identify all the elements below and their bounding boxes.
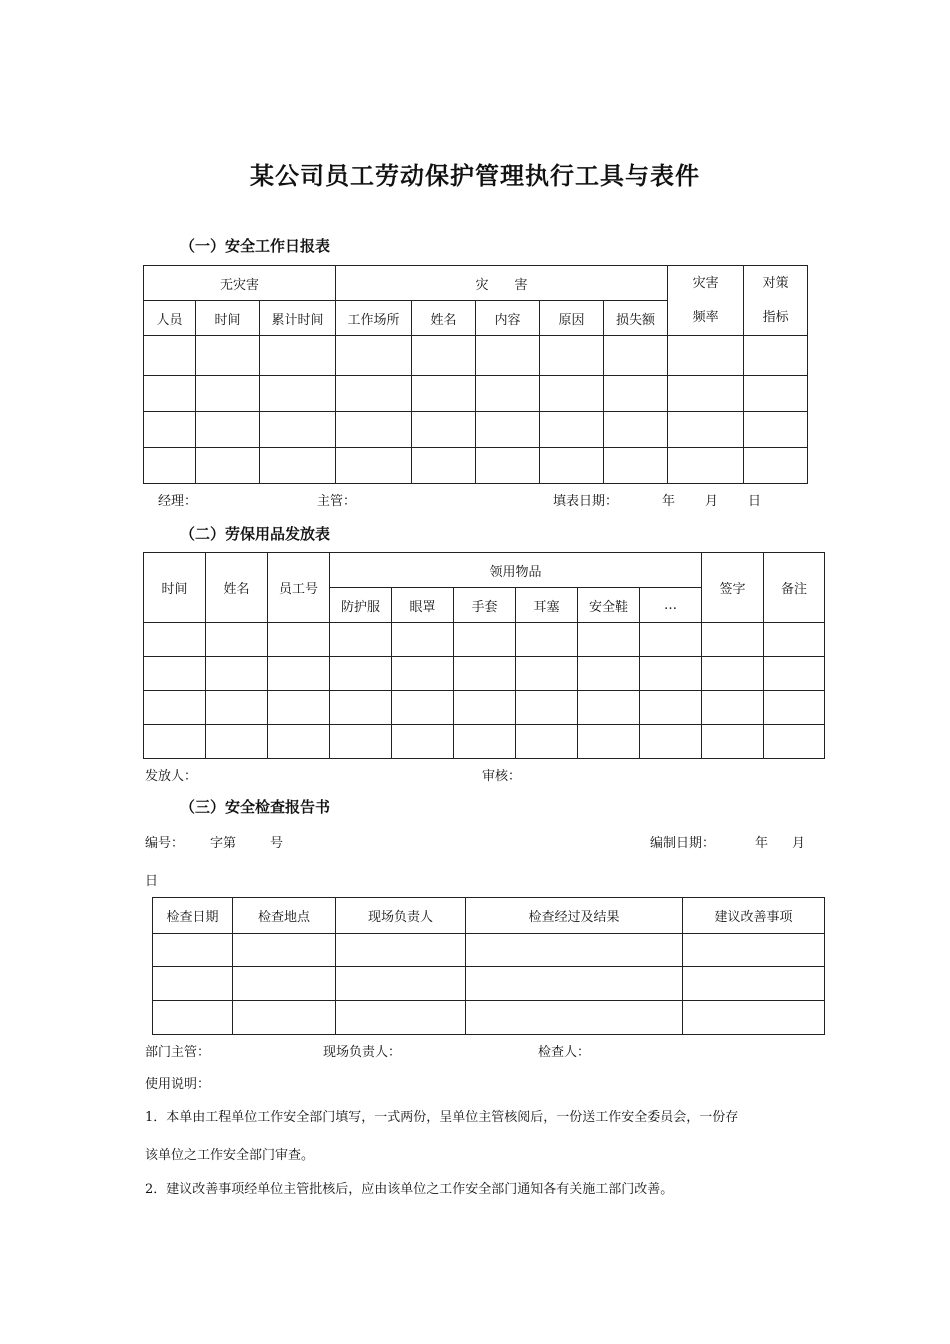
table-row bbox=[144, 725, 825, 759]
header-safety-shoes: 安全鞋 bbox=[578, 588, 640, 623]
day-label: 日 bbox=[748, 494, 762, 509]
header-signature: 签字 bbox=[702, 553, 764, 623]
header-time: 时间 bbox=[196, 301, 260, 336]
safety-inspection-table bbox=[152, 897, 825, 1035]
year-label: 年 bbox=[755, 836, 769, 851]
year-label: 年 bbox=[662, 494, 676, 509]
table-row bbox=[144, 691, 825, 725]
header-items: 领用物品 bbox=[330, 553, 702, 588]
inspector-label: 检查人： bbox=[538, 1045, 591, 1060]
header-protective-clothing: 防护服 bbox=[330, 588, 392, 623]
table-row bbox=[153, 967, 825, 1001]
header-inspection-date: 检查日期 bbox=[153, 898, 233, 934]
day-label: 日 bbox=[145, 874, 159, 889]
char-label: 字第 bbox=[210, 836, 237, 851]
table-row bbox=[144, 623, 825, 657]
month-label: 月 bbox=[792, 836, 806, 851]
header-process-result: 检查经过及结果 bbox=[466, 898, 683, 934]
header-name: 姓名 bbox=[412, 301, 476, 336]
usage-note-2: 2．建议改善事项经单位主管批核后，应由该单位之工作安全部门通知各有关施工部门改善。 bbox=[145, 1182, 674, 1197]
page-title: 某公司员工劳动保护管理执行工具与表件 bbox=[250, 161, 700, 190]
usage-note-1: 1．本单由工程单位工作安全部门填写，一式两份，呈单位主管核阅后，一份送工作安全委员会，一份存 bbox=[145, 1110, 739, 1125]
usage-notes-heading: 使用说明： bbox=[145, 1077, 211, 1092]
compile-date-label: 编制日期： bbox=[650, 836, 716, 851]
table-row bbox=[144, 336, 808, 376]
dept-head-label: 部门主管： bbox=[145, 1045, 211, 1060]
manager-label: 经理： bbox=[158, 494, 198, 509]
fill-date-label: 填表日期： bbox=[553, 494, 619, 509]
table-row bbox=[153, 1001, 825, 1035]
header-content: 内容 bbox=[476, 301, 540, 336]
header-measure-index: 对策 指标 bbox=[744, 266, 808, 336]
ppe-issue-table bbox=[143, 552, 825, 759]
header-disaster: 灾 害 bbox=[336, 266, 668, 301]
header-earplugs: 耳塞 bbox=[516, 588, 578, 623]
month-label: 月 bbox=[705, 494, 719, 509]
header-personnel: 人员 bbox=[144, 301, 196, 336]
header-workplace: 工作场所 bbox=[336, 301, 412, 336]
header-remarks: 备注 bbox=[764, 553, 825, 623]
table-row bbox=[153, 934, 825, 967]
section1-heading: （一）安全工作日报表 bbox=[180, 237, 331, 255]
header-cause: 原因 bbox=[540, 301, 604, 336]
table-row bbox=[144, 412, 808, 448]
supervisor-label: 主管： bbox=[317, 494, 357, 509]
usage-note-1-cont: 该单位之工作安全部门审查。 bbox=[145, 1148, 315, 1163]
section2-heading: （二）劳保用品发放表 bbox=[180, 525, 331, 543]
header-employee-no: 员工号 bbox=[268, 553, 330, 623]
header-name: 姓名 bbox=[206, 553, 268, 623]
section3-heading: （三）安全检查报告书 bbox=[180, 798, 331, 816]
header-more: … bbox=[640, 588, 702, 623]
header-goggles: 眼罩 bbox=[392, 588, 454, 623]
table-row bbox=[144, 448, 808, 484]
header-no-disaster: 无灾害 bbox=[144, 266, 336, 301]
issuer-label: 发放人： bbox=[145, 769, 198, 784]
no-label: 号 bbox=[270, 836, 284, 851]
table-row bbox=[144, 376, 808, 412]
header-gloves: 手套 bbox=[454, 588, 516, 623]
number-label: 编号： bbox=[145, 836, 185, 851]
header-disaster-rate: 灾害 频率 bbox=[668, 266, 744, 336]
site-lead-label: 现场负责人： bbox=[323, 1045, 402, 1060]
header-cumulative-time: 累计时间 bbox=[260, 301, 336, 336]
header-time: 时间 bbox=[144, 553, 206, 623]
header-improvement: 建议改善事项 bbox=[683, 898, 825, 934]
reviewer-label: 审核： bbox=[482, 769, 522, 784]
table-row bbox=[144, 657, 825, 691]
header-site-lead: 现场负责人 bbox=[336, 898, 466, 934]
header-inspection-location: 检查地点 bbox=[233, 898, 336, 934]
safety-daily-report-table bbox=[143, 265, 808, 484]
header-loss: 损失额 bbox=[604, 301, 668, 336]
